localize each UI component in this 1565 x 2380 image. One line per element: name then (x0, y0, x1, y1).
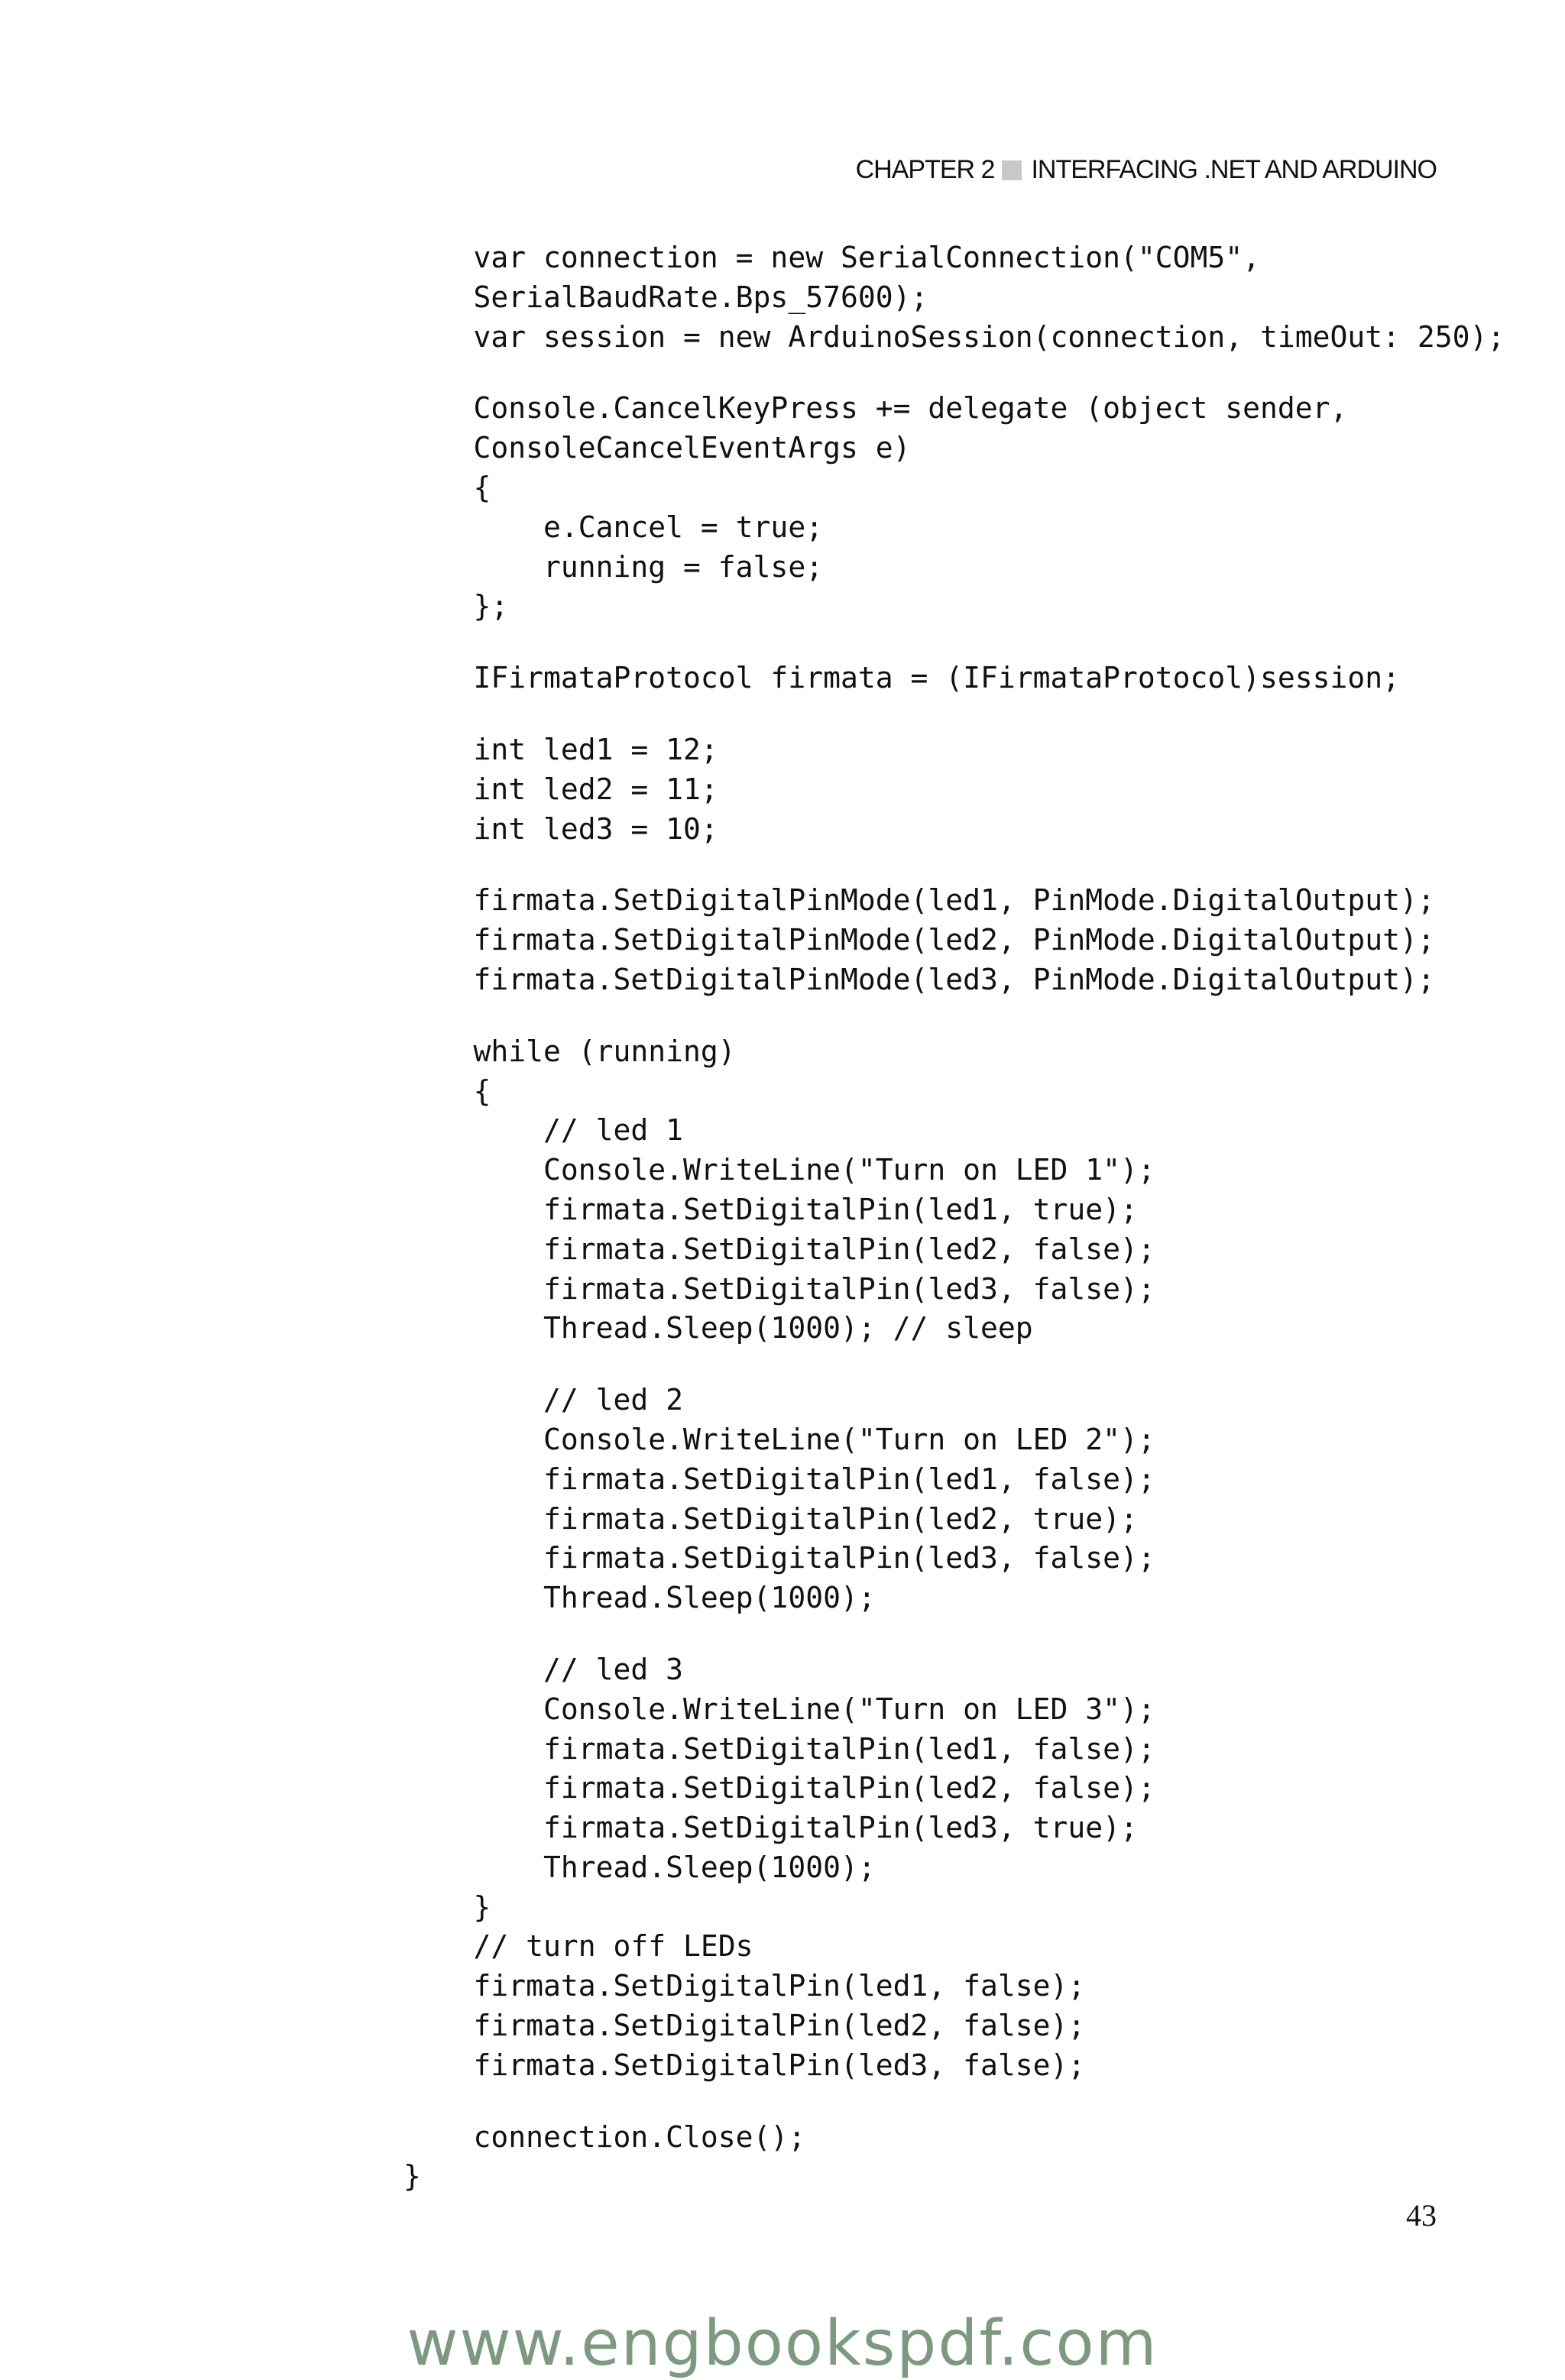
code-blank-line (403, 2086, 1505, 2118)
chapter-title: INTERFACING .NET AND ARDUINO (1031, 155, 1437, 184)
code-line: firmata.SetDigitalPin(led2, false); (403, 2009, 1086, 2043)
code-blank-line (403, 849, 1505, 881)
header-separator-square (1002, 160, 1022, 180)
code-blank-line (403, 357, 1505, 389)
chapter-label: CHAPTER 2 (855, 155, 995, 184)
code-line: firmata.SetDigitalPin(led1, false); (403, 1462, 1155, 1496)
code-line: SerialBaudRate.Bps_57600); (403, 280, 928, 314)
code-line: Console.WriteLine("Turn on LED 3"); (403, 1692, 1155, 1726)
code-line: connection.Close(); (403, 2119, 806, 2154)
code-listing (403, 238, 1505, 2197)
code-line: // led 2 (403, 1383, 684, 1417)
code-line: // led 1 (403, 1113, 684, 1148)
code-line: firmata.SetDigitalPin(led3, false); (403, 1271, 1155, 1306)
code-line: // turn off LEDs (403, 1929, 753, 1964)
code-line: running = false; (403, 549, 824, 584)
code-line: Thread.Sleep(1000); (403, 1850, 876, 1884)
code-line: int led3 = 10; (403, 811, 718, 846)
code-blank-line (403, 698, 1505, 730)
code-line: { (403, 470, 491, 504)
watermark-url: www.engbookspdf.com (407, 2307, 1158, 2380)
code-line: var session = new ArduinoSession(connection, timeOut: 250); (403, 319, 1505, 354)
code-blank-line (403, 1349, 1505, 1381)
code-line: int led1 = 12; (403, 732, 718, 766)
code-line: }; (403, 589, 509, 623)
code-line: int led2 = 11; (403, 772, 718, 806)
code-line: while (running) (403, 1034, 736, 1068)
code-line: // led 3 (403, 1652, 684, 1686)
code-blank-line (403, 627, 1505, 659)
code-line: firmata.SetDigitalPinMode(led1, PinMode.DigitalOutput); (403, 883, 1435, 918)
code-line: var connection = new SerialConnection("COM5", (403, 241, 1261, 274)
code-line: { (403, 1073, 491, 1108)
code-line: firmata.SetDigitalPin(led3, false); (403, 1541, 1155, 1575)
code-line: ConsoleCancelEventArgs e) (403, 431, 911, 465)
code-line: firmata.SetDigitalPinMode(led2, PinMode.DigitalOutput); (403, 923, 1435, 957)
code-line: firmata.SetDigitalPin(led1, false); (403, 1731, 1155, 1766)
code-line: firmata.SetDigitalPin(led2, false); (403, 1771, 1155, 1805)
code-line: Console.WriteLine("Turn on LED 2"); (403, 1422, 1155, 1456)
code-line: Thread.Sleep(1000); (403, 1581, 876, 1615)
code-line: IFirmataProtocol firmata = (IFirmataProtocol)session; (403, 661, 1401, 695)
code-blank-line (403, 1618, 1505, 1650)
running-header (856, 155, 1437, 185)
page-number: 43 (1406, 2198, 1437, 2233)
code-line: Console.WriteLine("Turn on LED 1"); (403, 1153, 1155, 1187)
code-line: firmata.SetDigitalPin(led3, true); (403, 1811, 1138, 1845)
code-line: firmata.SetDigitalPinMode(led3, PinMode.DigitalOutput); (403, 962, 1435, 996)
code-blank-line (403, 1000, 1505, 1032)
code-line: firmata.SetDigitalPin(led3, false); (403, 2048, 1086, 2082)
code-line: } (403, 2159, 421, 2194)
code-line: firmata.SetDigitalPin(led1, true); (403, 1192, 1138, 1226)
code-line: firmata.SetDigitalPin(led2, false); (403, 1232, 1155, 1266)
code-line: Thread.Sleep(1000); // sleep (403, 1311, 1033, 1345)
code-line: firmata.SetDigitalPin(led1, false); (403, 1969, 1086, 2003)
code-line: firmata.SetDigitalPin(led2, true); (403, 1501, 1138, 1536)
code-line: } (403, 1889, 491, 1924)
code-line: Console.CancelKeyPress += delegate (object sender, (403, 391, 1348, 426)
code-line: e.Cancel = true; (403, 510, 824, 544)
